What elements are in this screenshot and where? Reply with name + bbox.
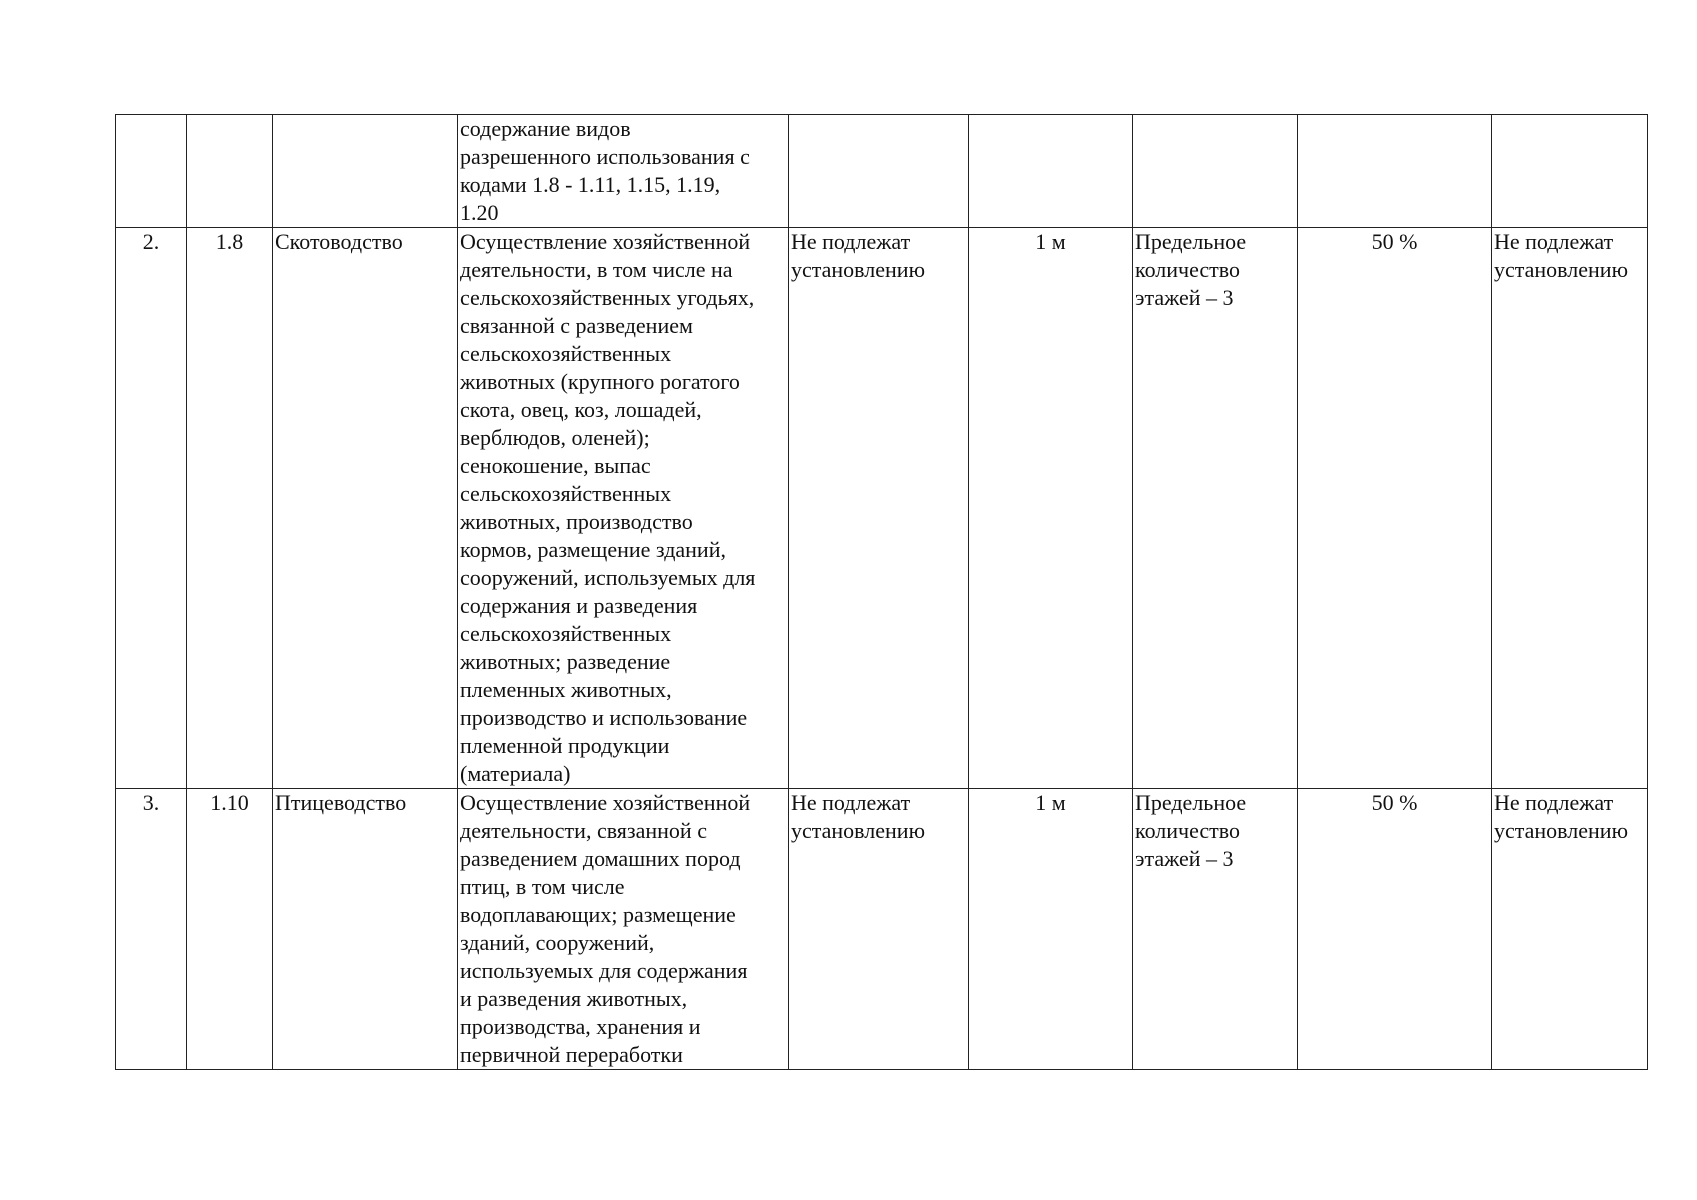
other-limits-cell [1492,228,1648,789]
description-line: сельскохозяйственных [460,621,672,646]
description-line: (материала) [460,761,571,786]
description-line: племенной продукции [460,733,670,758]
setback-cell [969,115,1133,228]
description-line: водоплавающих; размещение [460,902,736,927]
floors-cell [1133,789,1298,1070]
description-line: разрешенного использования с [460,144,750,169]
description-line: сенокошение, выпас [460,453,651,478]
table-row [116,228,1648,789]
row-number-cell: 3. [116,789,187,1070]
description-line: и разведения животных, [460,986,688,1011]
description-line: птиц, в том числе [460,874,625,899]
other-limits-line: Не подлежат [1494,229,1614,254]
description-line: деятельности, связанной с [460,818,707,843]
description-line: племенных животных, [460,677,672,702]
land-use-table [115,114,1648,1070]
description-cell [458,228,789,789]
floors-line: этажей – 3 [1135,846,1234,871]
description-line: используемых для содержания [460,958,748,983]
floors-line: количество [1135,818,1241,843]
description-line: содержание видов [460,116,631,141]
other-limits-line: установлению [1494,818,1629,843]
description-line: верблюдов, оленей); [460,425,650,450]
floors-cell [1133,115,1298,228]
floors-line: Предельное [1135,790,1247,815]
description-line: животных, производство [460,509,693,534]
description-line: кормов, размещение зданий, [460,537,726,562]
description-line: кодами 1.8 - 1.11, 1.15, 1.19, [460,172,721,197]
table-row [116,789,1648,1070]
coverage-cell [1298,115,1492,228]
description-line: содержания и разведения [460,593,698,618]
setback-cell: 1 м [969,228,1133,789]
min-area-cell [789,789,969,1070]
code-cell [187,115,273,228]
table-row [116,115,1648,228]
row-number-cell: 2. [116,228,187,789]
description-line: сельскохозяйственных [460,341,672,366]
use-name-cell [273,115,458,228]
setback-cell: 1 м [969,789,1133,1070]
description-cell [458,789,789,1070]
description-line: 1.20 [460,200,499,225]
min-area-cell [789,228,969,789]
use-name-cell: Скотоводство [273,228,458,789]
description-line: зданий, сооружений, [460,930,655,955]
coverage-cell: 50 % [1298,228,1492,789]
description-cell [458,115,789,228]
description-line: сельскохозяйственных [460,481,672,506]
floors-cell [1133,228,1298,789]
description-line: деятельности, в том числе на [460,257,733,282]
min-area-line: установлению [791,818,926,843]
row-number-cell [116,115,187,228]
min-area-cell [789,115,969,228]
other-limits-line: Не подлежат [1494,790,1614,815]
other-limits-cell [1492,115,1648,228]
description-line: животных; разведение [460,649,671,674]
min-area-line: установлению [791,257,926,282]
other-limits-line: установлению [1494,257,1629,282]
coverage-cell: 50 % [1298,789,1492,1070]
description-line: сельскохозяйственных угодьях, [460,285,755,310]
description-line: связанной с разведением [460,313,693,338]
min-area-line: Не подлежат [791,790,911,815]
description-line: Осуществление хозяйственной [460,790,751,815]
description-line: животных (крупного рогатого [460,369,740,394]
code-cell: 1.10 [187,789,273,1070]
description-line: производство и использование [460,705,748,730]
code-cell: 1.8 [187,228,273,789]
description-line: Осуществление хозяйственной [460,229,751,254]
min-area-line: Не подлежат [791,229,911,254]
floors-line: этажей – 3 [1135,285,1234,310]
other-limits-cell [1492,789,1648,1070]
description-line: первичной переработки [460,1042,683,1067]
description-line: сооружений, используемых для [460,565,756,590]
use-name-cell: Птицеводство [273,789,458,1070]
floors-line: количество [1135,257,1241,282]
description-line: скота, овец, коз, лошадей, [460,397,702,422]
floors-line: Предельное [1135,229,1247,254]
description-line: разведением домашних пород [460,846,741,871]
description-line: производства, хранения и [460,1014,701,1039]
